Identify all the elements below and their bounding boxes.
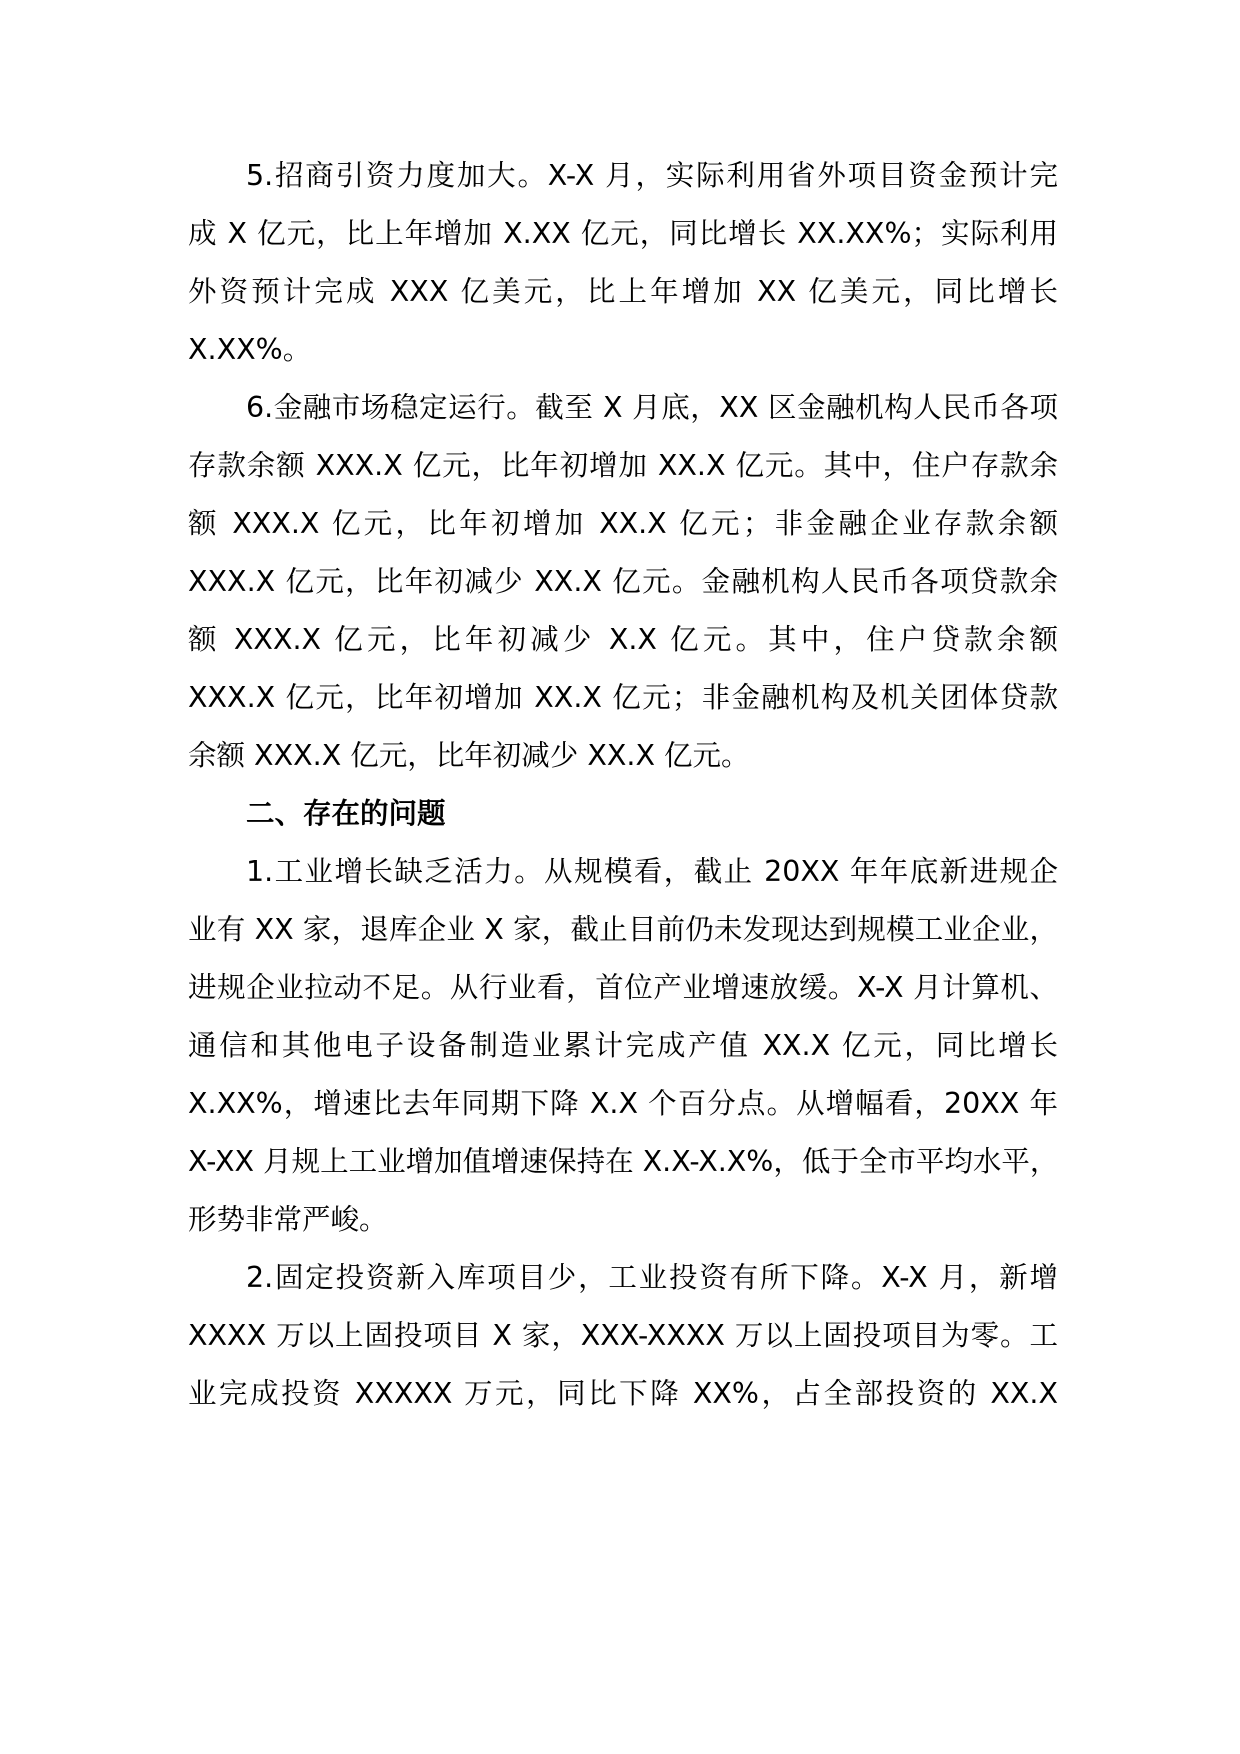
paragraph-6-line-7: 余额 XXX.X 亿元，比年初减少 XX.X 亿元。 (188, 739, 750, 772)
paragraph-6-line-6: XXX.X 亿元，比年初增加 XX.X 亿元；非金融机构及机关团体贷款 (188, 681, 1058, 714)
paragraph-5-line-3: 外资预计完成 XXX 亿美元，比上年增加 XX 亿美元，同比增长 (188, 275, 1058, 308)
paragraph-5-line-1: 5.招商引资力度加大。X-X 月，实际利用省外项目资金预计完 (246, 159, 1058, 192)
problem-2-line-1: 2.固定投资新入库项目少，工业投资有所下降。X-X 月，新增 (246, 1261, 1058, 1294)
paragraph-6-line-2: 存款余额 XXX.X 亿元，比年初增加 XX.X 亿元。其中，住户存款余 (188, 449, 1058, 482)
problem-2-line-2: XXXX 万以上固投项目 X 家，XXX-XXXX 万以上固投项目为零。工 (188, 1319, 1058, 1352)
problem-1-line-2: 业有 XX 家，退库企业 X 家，截止目前仍未发现达到规模工业企业， (188, 913, 1058, 946)
section-heading: 二、存在的问题 (246, 797, 446, 830)
problem-1-line-7: 形势非常严峻。 (188, 1203, 388, 1236)
problem-1-line-6: X-XX 月规上工业增加值增速保持在 X.X-X.X%，低于全市平均水平， (188, 1145, 1059, 1178)
problem-2-line-3: 业完成投资 XXXXX 万元，同比下降 XX%，占全部投资的 XX.X (188, 1377, 1058, 1410)
paragraph-6-line-1: 6.金融市场稳定运行。截至 X 月底，XX 区金融机构人民币各项 (246, 391, 1058, 424)
paragraph-6-line-5: 额 XXX.X 亿元，比年初减少 X.X 亿元。其中，住户贷款余额 (188, 623, 1058, 656)
problem-1-line-4: 通信和其他电子设备制造业累计完成产值 XX.X 亿元，同比增长 (188, 1029, 1058, 1062)
problem-1-line-5: X.XX%，增速比去年同期下降 X.X 个百分点。从增幅看，20XX 年 (188, 1087, 1058, 1120)
paragraph-5-line-4: X.XX%。 (188, 333, 312, 366)
paragraph-6-line-4: XXX.X 亿元，比年初减少 XX.X 亿元。金融机构人民币各项贷款余 (188, 565, 1058, 598)
paragraph-6-line-3: 额 XXX.X 亿元，比年初增加 XX.X 亿元；非金融企业存款余额 (188, 507, 1058, 540)
paragraph-5-line-2: 成 X 亿元，比上年增加 X.XX 亿元，同比增长 XX.XX%；实际利用 (188, 217, 1058, 250)
problem-1-line-1: 1.工业增长缺乏活力。从规模看，截止 20XX 年年底新进规企 (246, 855, 1058, 888)
problem-1-line-3: 进规企业拉动不足。从行业看，首位产业增速放缓。X-X 月计算机、 (188, 971, 1058, 1004)
